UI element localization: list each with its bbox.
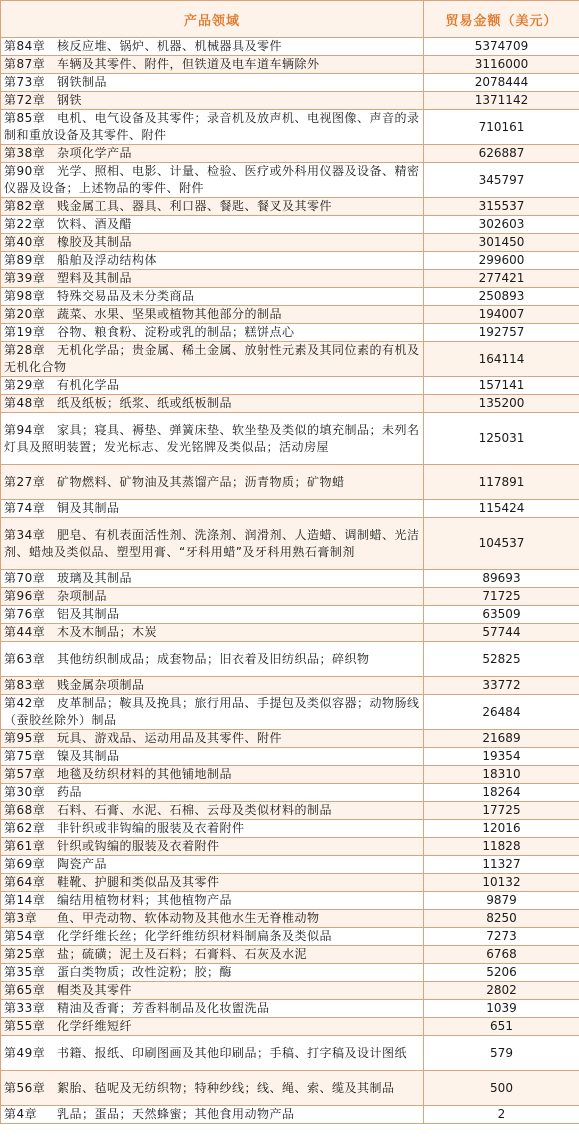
chapter-description: 石料、石膏、水泥、石棉、云母及类似材料的制品 <box>57 803 333 817</box>
product-domain-cell <box>1 163 424 198</box>
trade-amount-cell: 71725 <box>424 588 579 606</box>
product-domain-cell <box>1 928 424 946</box>
chapter-description: 铝及其制品 <box>57 607 120 621</box>
trade-amount-cell: 63509 <box>424 606 579 624</box>
table-row <box>1 588 579 606</box>
trade-amount-cell: 302603 <box>424 216 579 234</box>
chapter-label: 第44章 <box>4 625 46 639</box>
chapter-description: 药品 <box>57 785 83 799</box>
chapter-description: 化学纤维短纤 <box>57 1019 133 1033</box>
product-domain-cell <box>1 92 424 110</box>
table-body <box>1 38 579 1124</box>
product-domain-cell <box>1 38 424 56</box>
chapter-description: 书籍、报纸、印刷图画及其他印刷品；手稿、打字稿及设计图纸 <box>57 1045 408 1060</box>
chapter-label: 第65章 <box>4 983 46 997</box>
product-domain-cell <box>1 324 424 342</box>
table-row <box>1 38 579 56</box>
table-row <box>1 1071 579 1106</box>
chapter-label: 第55章 <box>4 1019 46 1033</box>
chapter-description: 橡胶及其制品 <box>57 235 133 249</box>
chapter-description: 木及木制品；木炭 <box>57 625 158 639</box>
chapter-label: 第69章 <box>4 857 46 871</box>
table-row <box>1 802 579 820</box>
chapter-description: 饮料、酒及醋 <box>57 217 133 231</box>
trade-amount-cell: 6768 <box>424 946 579 964</box>
product-domain-cell <box>1 56 424 74</box>
chapter-label: 第57章 <box>4 767 46 781</box>
product-domain-cell <box>1 964 424 982</box>
trade-amount-cell: 8250 <box>424 910 579 928</box>
chapter-description: 特殊交易品及未分类商品 <box>57 289 195 303</box>
table-row <box>1 1106 579 1124</box>
table-row <box>1 624 579 642</box>
trade-amount-cell: 301450 <box>424 234 579 252</box>
chapter-label: 第68章 <box>4 803 46 817</box>
trade-amount-cell: 299600 <box>424 252 579 270</box>
table-row <box>1 145 579 163</box>
table-row <box>1 874 579 892</box>
trade-amount-cell: 52825 <box>424 642 579 677</box>
chapter-label: 第25章 <box>4 947 46 961</box>
chapter-label: 第90章 <box>4 164 46 178</box>
chapter-label: 第76章 <box>4 607 46 621</box>
table-row <box>1 1000 579 1018</box>
trade-amount-cell: 2 <box>424 1106 579 1124</box>
product-domain-cell <box>1 642 424 677</box>
table-row <box>1 642 579 677</box>
table-row <box>1 110 579 145</box>
product-domain-cell <box>1 252 424 270</box>
chapter-label: 第95章 <box>4 731 46 745</box>
table-row <box>1 377 579 395</box>
trade-amount-cell: 19354 <box>424 748 579 766</box>
chapter-description: 化学纤维长丝；化学纤维纺织材料制扁条及类似品 <box>57 929 333 943</box>
trade-amount-cell: 125031 <box>424 413 579 465</box>
chapter-description: 帽类及其零件 <box>57 983 133 997</box>
trade-amount-cell: 26484 <box>424 695 579 730</box>
table-header <box>1 1 579 38</box>
chapter-description: 有机化学品 <box>57 378 120 392</box>
product-domain-cell <box>1 234 424 252</box>
trade-amount-cell: 1371142 <box>424 92 579 110</box>
product-domain-cell <box>1 377 424 395</box>
product-domain-cell <box>1 892 424 910</box>
table-row <box>1 748 579 766</box>
chapter-description: 电机、电气设备及其零件；录音机及放声机、电视图像、声音的录制和重放设备及其零件、附件 <box>4 111 420 142</box>
chapter-label: 第34章 <box>4 527 46 542</box>
chapter-description: 铜及其制品 <box>57 501 120 515</box>
trade-amount-cell: 651 <box>424 1018 579 1036</box>
trade-amount-cell: 3116000 <box>424 56 579 74</box>
product-domain-cell <box>1 820 424 838</box>
trade-amount-cell: 33772 <box>424 677 579 695</box>
table-row <box>1 216 579 234</box>
chapter-label: 第98章 <box>4 289 46 303</box>
trade-amount-cell: 117891 <box>424 465 579 500</box>
chapter-description: 其他纺织制成品；成套物品；旧衣着及旧纺织品；碎织物 <box>57 651 370 666</box>
table-row <box>1 500 579 518</box>
chapter-label: 第40章 <box>4 235 46 249</box>
table-row <box>1 784 579 802</box>
table-row <box>1 730 579 748</box>
table-row <box>1 288 579 306</box>
trade-amount-cell: 115424 <box>424 500 579 518</box>
product-domain-cell <box>1 695 424 730</box>
chapter-description: 贱金属工具、器具、利口器、餐匙、餐叉及其零件 <box>57 199 333 213</box>
trade-amount-cell: 2802 <box>424 982 579 1000</box>
product-domain-cell <box>1 465 424 500</box>
table-row <box>1 92 579 110</box>
product-domain-cell <box>1 766 424 784</box>
chapter-description: 矿物燃料、矿物油及其蒸馏产品；沥青物质；矿物蜡 <box>57 474 345 489</box>
table-row <box>1 856 579 874</box>
chapter-label: 第29章 <box>4 378 46 392</box>
table-row <box>1 766 579 784</box>
trade-amount-cell: 315537 <box>424 198 579 216</box>
product-domain-cell <box>1 395 424 413</box>
chapter-label: 第28章 <box>4 343 46 357</box>
chapter-description: 谷物、粮食粉、淀粉或乳的制品；糕饼点心 <box>57 325 295 339</box>
chapter-label: 第96章 <box>4 589 46 603</box>
chapter-description: 蔬菜、水果、坚果或植物其他部分的制品 <box>57 307 283 321</box>
chapter-label: 第83章 <box>4 678 46 692</box>
table-row <box>1 570 579 588</box>
chapter-label: 第75章 <box>4 749 46 763</box>
table-row <box>1 413 579 465</box>
chapter-description: 玻璃及其制品 <box>57 571 133 585</box>
product-domain-cell <box>1 110 424 145</box>
trade-amount-cell: 21689 <box>424 730 579 748</box>
chapter-label: 第22章 <box>4 217 46 231</box>
trade-amount-cell: 18264 <box>424 784 579 802</box>
table-row <box>1 56 579 74</box>
chapter-description: 鱼、甲壳动物、软体动物及其他水生无脊椎动物 <box>57 911 320 925</box>
trade-amount-cell: 500 <box>424 1071 579 1106</box>
chapter-label: 第64章 <box>4 875 46 889</box>
table-row <box>1 252 579 270</box>
header-trade-amount: 贸易金额（美元） <box>424 1 579 38</box>
chapter-label: 第54章 <box>4 929 46 943</box>
product-domain-cell <box>1 216 424 234</box>
trade-amount-cell: 710161 <box>424 110 579 145</box>
trade-amount-cell: 157141 <box>424 377 579 395</box>
product-domain-cell <box>1 874 424 892</box>
chapter-label: 第20章 <box>4 307 46 321</box>
product-domain-cell <box>1 413 424 465</box>
chapter-label: 第63章 <box>4 651 46 666</box>
table-row <box>1 982 579 1000</box>
trade-amount-cell: 57744 <box>424 624 579 642</box>
chapter-description: 编结用植物材料；其他植物产品 <box>57 893 233 907</box>
table-row <box>1 234 579 252</box>
table-row <box>1 606 579 624</box>
table-row <box>1 518 579 570</box>
table-row <box>1 820 579 838</box>
chapter-label: 第84章 <box>4 39 46 53</box>
chapter-label: 第33章 <box>4 1001 46 1015</box>
trade-amount-cell: 135200 <box>424 395 579 413</box>
table-row <box>1 946 579 964</box>
chapter-label: 第56章 <box>4 1080 46 1095</box>
chapter-label: 第39章 <box>4 271 46 285</box>
product-domain-cell <box>1 500 424 518</box>
chapter-description: 皮革制品；鞍具及挽具；旅行用品、手提包及类似容器；动物肠线（蚕胶丝除外）制品 <box>4 696 420 727</box>
chapter-label: 第94章 <box>4 422 46 437</box>
chapter-label: 第61章 <box>4 839 46 853</box>
chapter-description: 船舶及浮动结构体 <box>57 253 158 267</box>
chapter-label: 第38章 <box>4 146 46 160</box>
chapter-description: 塑料及其制品 <box>57 271 133 285</box>
product-domain-cell <box>1 838 424 856</box>
trade-amount-cell: 10132 <box>424 874 579 892</box>
product-domain-cell <box>1 306 424 324</box>
trade-amount-cell: 579 <box>424 1036 579 1071</box>
trade-amount-cell: 9879 <box>424 892 579 910</box>
chapter-label: 第72章 <box>4 93 46 107</box>
trade-amount-cell: 11327 <box>424 856 579 874</box>
trade-amount-cell: 164114 <box>424 342 579 377</box>
product-domain-cell <box>1 856 424 874</box>
table-row <box>1 1018 579 1036</box>
product-domain-cell <box>1 288 424 306</box>
product-domain-cell <box>1 145 424 163</box>
trade-amount-cell: 89693 <box>424 570 579 588</box>
trade-amount-cell: 104537 <box>424 518 579 570</box>
product-domain-cell <box>1 982 424 1000</box>
chapter-description: 非针织或非钩编的服装及衣着附件 <box>57 821 245 835</box>
table-row <box>1 198 579 216</box>
product-domain-cell <box>1 588 424 606</box>
product-domain-cell <box>1 946 424 964</box>
table-row <box>1 677 579 695</box>
chapter-label: 第85章 <box>4 111 46 125</box>
table-row <box>1 74 579 92</box>
trade-amount-cell: 5374709 <box>424 38 579 56</box>
chapter-description: 光学、照相、电影、计量、检验、医疗或外科用仪器及设备、精密仪器及设备；上述物品的零件、附件 <box>4 164 420 195</box>
table-row <box>1 270 579 288</box>
table-row <box>1 1036 579 1071</box>
trade-amount-cell: 7273 <box>424 928 579 946</box>
chapter-label: 第70章 <box>4 571 46 585</box>
table-row <box>1 465 579 500</box>
chapter-label: 第14章 <box>4 893 46 907</box>
chapter-description: 纸及纸板；纸浆、纸或纸板制品 <box>57 396 233 410</box>
chapter-label: 第62章 <box>4 821 46 835</box>
header-product-domain: 产品领域 <box>1 1 424 38</box>
chapter-description: 鞋靴、护腿和类似品及其零件 <box>57 875 220 889</box>
product-domain-cell <box>1 570 424 588</box>
product-domain-cell <box>1 730 424 748</box>
product-domain-cell <box>1 1000 424 1018</box>
chapter-description: 钢铁制品 <box>57 75 108 89</box>
trade-amount-cell: 250893 <box>424 288 579 306</box>
chapter-description: 盐；硫磺；泥土及石料；石膏料、石灰及水泥 <box>57 947 308 961</box>
chapter-description: 玩具、游戏品、运动用品及其零件、附件 <box>57 731 283 745</box>
trade-amount-cell: 345797 <box>424 163 579 198</box>
chapter-label: 第35章 <box>4 965 46 979</box>
chapter-label: 第3章 <box>4 911 38 925</box>
chapter-description: 乳品；蛋品；天然蜂蜜；其他食用动物产品 <box>57 1107 295 1121</box>
product-domain-cell <box>1 910 424 928</box>
trade-amount-cell: 12016 <box>424 820 579 838</box>
table-row <box>1 342 579 377</box>
product-domain-cell <box>1 1036 424 1071</box>
header-row <box>1 1 579 38</box>
product-domain-cell <box>1 1106 424 1124</box>
product-domain-cell <box>1 677 424 695</box>
chapter-label: 第74章 <box>4 501 46 515</box>
chapter-label: 第30章 <box>4 785 46 799</box>
product-domain-cell <box>1 1018 424 1036</box>
product-domain-cell <box>1 342 424 377</box>
table-row <box>1 838 579 856</box>
table-row <box>1 892 579 910</box>
chapter-description: 精油及香膏；芳香料制品及化妆盥洗品 <box>57 1001 270 1015</box>
chapter-label: 第27章 <box>4 474 46 489</box>
trade-amount-cell: 192757 <box>424 324 579 342</box>
trade-amount-cell: 2078444 <box>424 74 579 92</box>
chapter-description: 絮胎、毡呢及无纺织物；特种纱线；线、绳、索、缆及其制品 <box>57 1080 395 1095</box>
chapter-description: 核反应堆、锅炉、机器、机械器具及零件 <box>57 39 283 53</box>
chapter-label: 第89章 <box>4 253 46 267</box>
product-domain-cell <box>1 198 424 216</box>
chapter-description: 无机化学品；贵金属、稀土金属、放射性元素及其同位素的有机及无机化合物 <box>4 343 420 374</box>
chapter-description: 肥皂、有机表面活性剂、洗涤剂、润滑剂、人造蜡、调制蜡、光洁剂、蜡烛及类似品、塑型用膏、“牙科用蜡”及牙科用熟石膏制剂 <box>4 527 420 559</box>
chapter-description: 杂项化学产品 <box>57 146 133 160</box>
chapter-description: 地毯及纺织材料的其他铺地制品 <box>57 767 233 781</box>
product-domain-cell <box>1 802 424 820</box>
chapter-label: 第87章 <box>4 57 46 71</box>
product-domain-cell <box>1 518 424 570</box>
table-row <box>1 928 579 946</box>
chapter-description: 家具；寝具、褥垫、弹簧床垫、软坐垫及类似的填充制品；未列名灯具及照明装置；发光标志、发光铭牌及类似品；活动房屋 <box>4 422 420 454</box>
chapter-label: 第4章 <box>4 1107 38 1121</box>
table-row <box>1 163 579 198</box>
chapter-description: 陶瓷产品 <box>57 857 108 871</box>
chapter-description: 钢铁 <box>57 93 83 107</box>
chapter-description: 杂项制品 <box>57 589 108 603</box>
product-domain-cell <box>1 270 424 288</box>
trade-amount-cell: 194007 <box>424 306 579 324</box>
table-row <box>1 910 579 928</box>
trade-amount-cell: 1039 <box>424 1000 579 1018</box>
trade-amount-cell: 18310 <box>424 766 579 784</box>
chapter-label: 第82章 <box>4 199 46 213</box>
product-domain-cell <box>1 784 424 802</box>
chapter-label: 第19章 <box>4 325 46 339</box>
chapter-description: 贱金属杂项制品 <box>57 678 145 692</box>
table-row <box>1 324 579 342</box>
trade-amount-cell: 11828 <box>424 838 579 856</box>
table-row <box>1 395 579 413</box>
table-row <box>1 695 579 730</box>
chapter-description: 蛋白类物质；改性淀粉；胶；酶 <box>57 965 233 979</box>
chapter-description: 镍及其制品 <box>57 749 120 763</box>
chapter-label: 第49章 <box>4 1045 46 1060</box>
product-domain-cell <box>1 748 424 766</box>
chapter-description: 车辆及其零件、附件，但铁道及电车道车辆除外 <box>57 57 320 71</box>
trade-amount-cell: 626887 <box>424 145 579 163</box>
chapter-label: 第48章 <box>4 396 46 410</box>
chapter-label: 第42章 <box>4 696 46 710</box>
table-row <box>1 964 579 982</box>
product-domain-cell <box>1 74 424 92</box>
trade-amount-cell: 277421 <box>424 270 579 288</box>
chapter-description: 针织或钩编的服装及衣着附件 <box>57 839 220 853</box>
product-domain-cell <box>1 1071 424 1106</box>
product-domain-cell <box>1 624 424 642</box>
trade-amount-cell: 17725 <box>424 802 579 820</box>
trade-amount-cell: 5206 <box>424 964 579 982</box>
chapter-label: 第73章 <box>4 75 46 89</box>
table-row <box>1 306 579 324</box>
product-domain-cell <box>1 606 424 624</box>
